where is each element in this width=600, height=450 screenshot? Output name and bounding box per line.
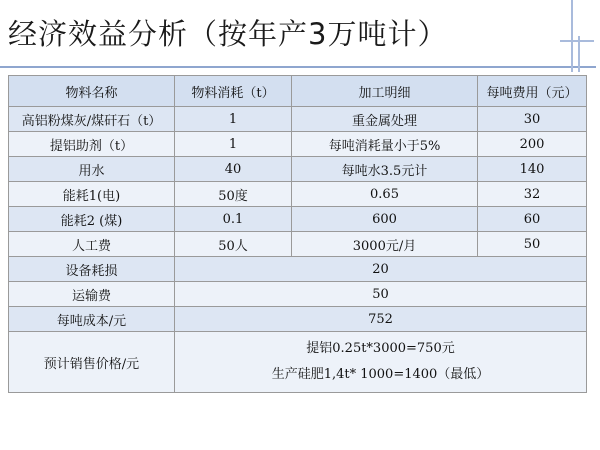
- row-5-detail: 600: [292, 207, 478, 232]
- decor-line-vertical-1: [571, 0, 573, 72]
- table-row: [9, 157, 587, 182]
- row-4-cost: 32: [478, 182, 587, 207]
- cost-table: [8, 75, 587, 393]
- row-6-cost: 50: [478, 232, 587, 257]
- price-row: [9, 332, 587, 393]
- row-4-consumption: 50度: [175, 182, 292, 207]
- table-header-row: [9, 76, 587, 107]
- row-1-name: 高铝粉煤灰/煤矸石（t）: [9, 107, 175, 132]
- row-3-cost: 140: [478, 157, 587, 182]
- summary-label: 设备耗损: [9, 257, 175, 282]
- price-label: 预计销售价格/元: [9, 332, 175, 393]
- row-2-consumption: 1: [175, 132, 292, 157]
- row-1-cost: 30: [478, 107, 587, 132]
- price-value: [175, 332, 587, 393]
- summary-row-cost-per-ton: [9, 307, 587, 332]
- table-row: [9, 182, 587, 207]
- row-2-name: 提铝助剂（t）: [9, 132, 175, 157]
- price-line-2: 生产硅肥1,4t* 1000=1400（最低）: [271, 367, 490, 382]
- slide-title: 经济效益分析（按年产3万吨计）: [8, 17, 448, 51]
- row-4-detail: 0.65: [292, 182, 478, 207]
- row-5-name: 能耗2 (煤): [9, 207, 175, 232]
- summary-value: 752: [175, 307, 587, 332]
- title-underline: [0, 66, 596, 68]
- price-line-1: 提铝0.25t*3000=750元: [306, 341, 455, 356]
- row-1-detail: 重金属处理: [292, 107, 478, 132]
- row-4-name: 能耗1(电): [9, 182, 175, 207]
- row-3-consumption: 40: [175, 157, 292, 182]
- summary-value: 50: [175, 282, 587, 307]
- header-processing-detail: 加工明细: [292, 76, 478, 107]
- row-2-cost: 200: [478, 132, 587, 157]
- table-row: [9, 232, 587, 257]
- table-row: [9, 132, 587, 157]
- row-6-consumption: 50人: [175, 232, 292, 257]
- row-3-name: 用水: [9, 157, 175, 182]
- header-consumption: 物料消耗（t）: [175, 76, 292, 107]
- row-5-consumption: 0.1: [175, 207, 292, 232]
- summary-row-equipment-wear: [9, 257, 587, 282]
- summary-value: 20: [175, 257, 587, 282]
- row-5-cost: 60: [478, 207, 587, 232]
- decor-line-horizontal: [560, 40, 594, 42]
- row-6-detail: 3000元/月: [292, 232, 478, 257]
- summary-label: 每吨成本/元: [9, 307, 175, 332]
- header-cost-per-ton: 每吨费用（元）: [478, 76, 587, 107]
- table-row: [9, 207, 587, 232]
- row-2-detail: 每吨消耗量小于5%: [292, 132, 478, 157]
- row-6-name: 人工费: [9, 232, 175, 257]
- row-3-detail: 每吨水3.5元计: [292, 157, 478, 182]
- row-1-consumption: 1: [175, 107, 292, 132]
- table-row: [9, 107, 587, 132]
- header-material-name: 物料名称: [9, 76, 175, 107]
- summary-label: 运输费: [9, 282, 175, 307]
- summary-row-transport: [9, 282, 587, 307]
